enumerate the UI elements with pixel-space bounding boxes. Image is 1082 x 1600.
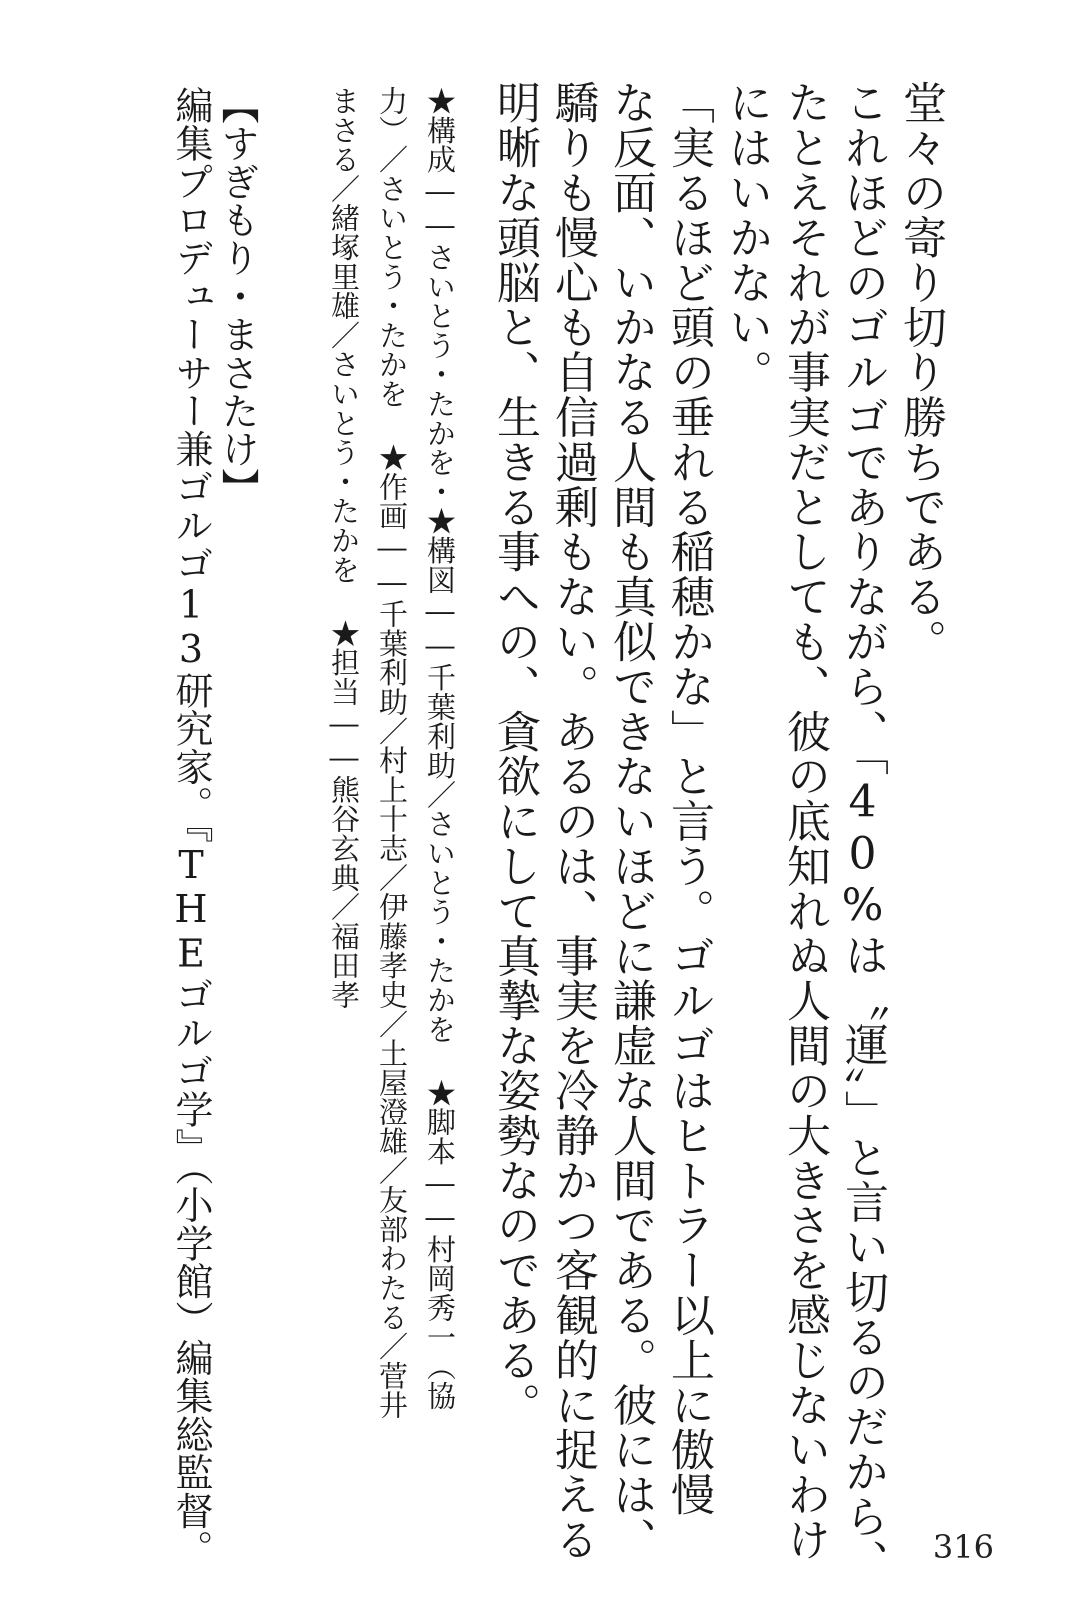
body-line-1: 堂々の寄り切り勝ちである。 (895, 80, 946, 664)
body-line-8: 明晰な頭脳と、生きる事への、貪欲にして真摯な姿勢なのである。 (489, 80, 540, 1427)
body-line-7: 驕りも慢心も自信過剰もない。あるのは、事実を冷静かつ客観的に捉える (547, 80, 598, 1562)
author-bio: 編集プロデューサー兼ゴルゴ13研究家。『THEゴルゴ学』（小学館）編集総監督。 (169, 86, 213, 1568)
credit-line-2: 力）／さいとう・たかを ★作画――千葉利助／村上十志／伊藤孝史／土屋澄雄／友部わたる／菅井 (375, 86, 409, 1420)
page-number: 316 (932, 1528, 994, 1566)
credit-line-3: まさる／緒塚里雄／さいとう・たかを ★担当――熊谷玄典／福田孝 (327, 86, 361, 1010)
author-heading: 【すぎもり・まさたけ】 (215, 86, 259, 507)
body-line-2: これほどのゴルゴでありながら、「40%は〝運〟」と言い切るのだから、 (837, 80, 888, 1584)
body-line-6: な反面、いかなる人間も真似できないほどに謙虚な人間である。彼には、 (605, 80, 656, 1562)
body-line-4: にはいかない。 (721, 80, 772, 395)
credit-line-1: ★構成――さいとう・たかを・★構図――千葉利助／さいとう・たかを ★脚本――村岡秀一（協 (423, 86, 457, 1411)
body-line-3: たとえそれが事実だとしても、彼の底知れぬ人間の大きさを感じないわけ (779, 80, 830, 1562)
body-line-5: 「実るほど頭の垂れる稲穂かな」と言う。ゴルゴはヒトラー以上に傲慢 (663, 80, 714, 1517)
